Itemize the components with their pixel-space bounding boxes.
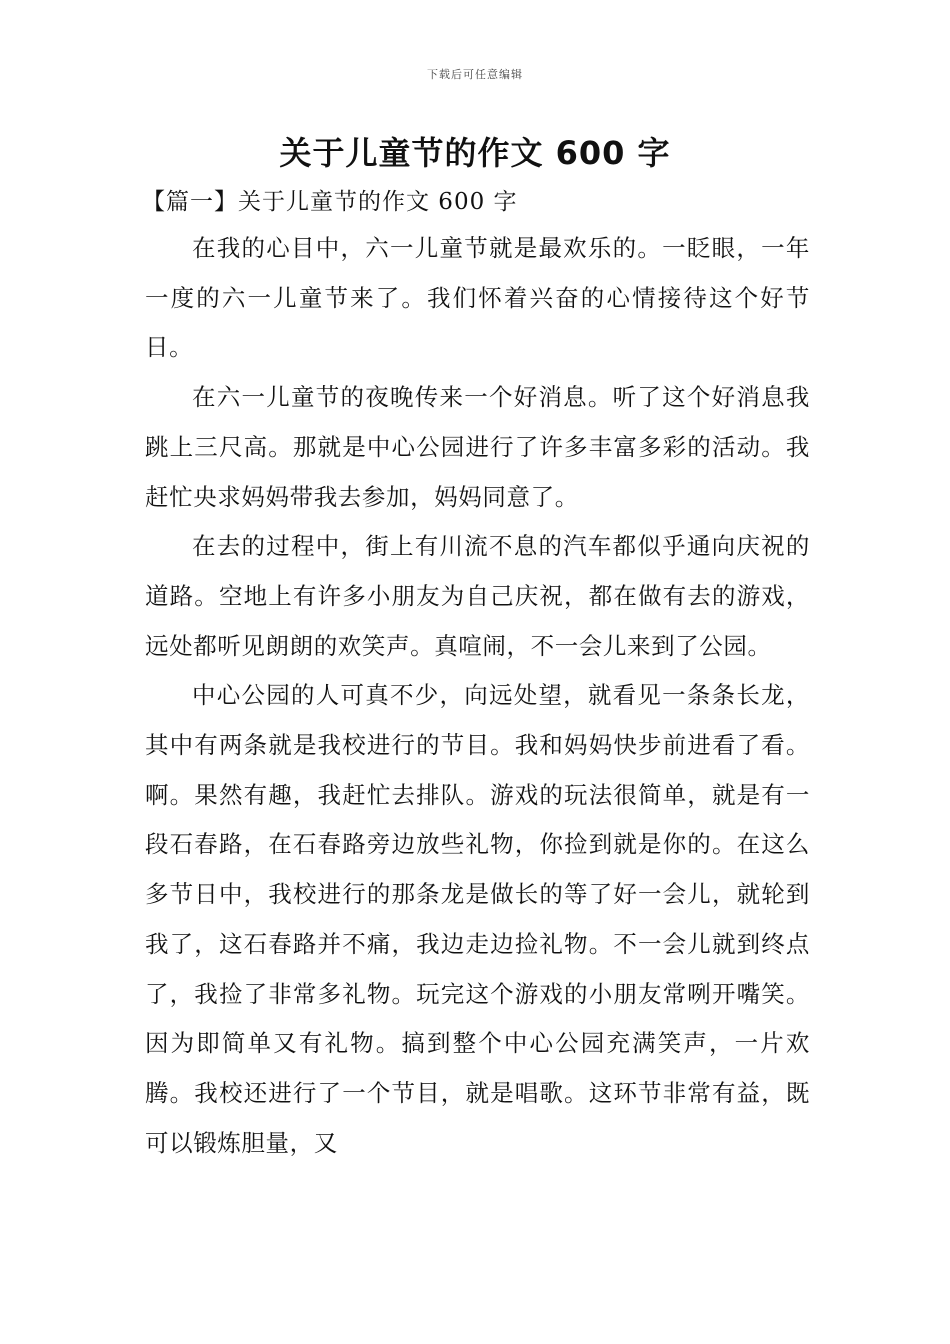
paragraph: 在我的心目中，六一儿童节就是最欢乐的。一眨眼，一年一度的六一儿童节来了。我们怀着兴奋的心情接待这个好节日。 — [145, 234, 810, 362]
paragraph: 在去的过程中，街上有川流不息的汽车都似乎通向庆祝的道路。空地上有许多小朋友为自己庆祝，都在做有去的游戏，远处都听见朗朗的欢笑声。真喧闹，不一会儿来到了公园。 — [145, 532, 810, 660]
section-heading: 【篇一】关于儿童节的作文 600 字 — [142, 189, 518, 215]
article-body — [145, 224, 810, 1168]
document-title: 关于儿童节的作文 600 字 — [279, 134, 671, 172]
paragraph: 在六一儿童节的夜晚传来一个好消息。听了这个好消息我跳上三尺高。那就是中心公园进行了许多丰富多彩的活动。我赶忙央求妈妈带我去参加，妈妈同意了。 — [145, 383, 810, 511]
paragraph: 中心公园的人可真不少，向远处望，就看见一条条长龙，其中有两条就是我校进行的节目。我和妈妈快步前进看了看。啊。果然有趣，我赶忙去排队。游戏的玩法很简单，就是有一段石春路，在石春路旁边放些礼物，你捡到就是你的。在这么多节日中，我校进行的那条龙是做长的等了好一会儿，就轮到我了，这石春路并不痛，我边走边捡礼物。不一会儿就到终点了，我捡了非常多礼物。玩完这个游戏的小朋友常咧开嘴笑。因为即简单又有礼物。搞到整个中心公园充满笑声，一片欢腾。我校还进行了一个节目，就是唱歌。这环节非常有益，既可以锻炼胆量，又 — [145, 681, 810, 1157]
header-note: 下载后可任意编辑 — [427, 68, 523, 81]
